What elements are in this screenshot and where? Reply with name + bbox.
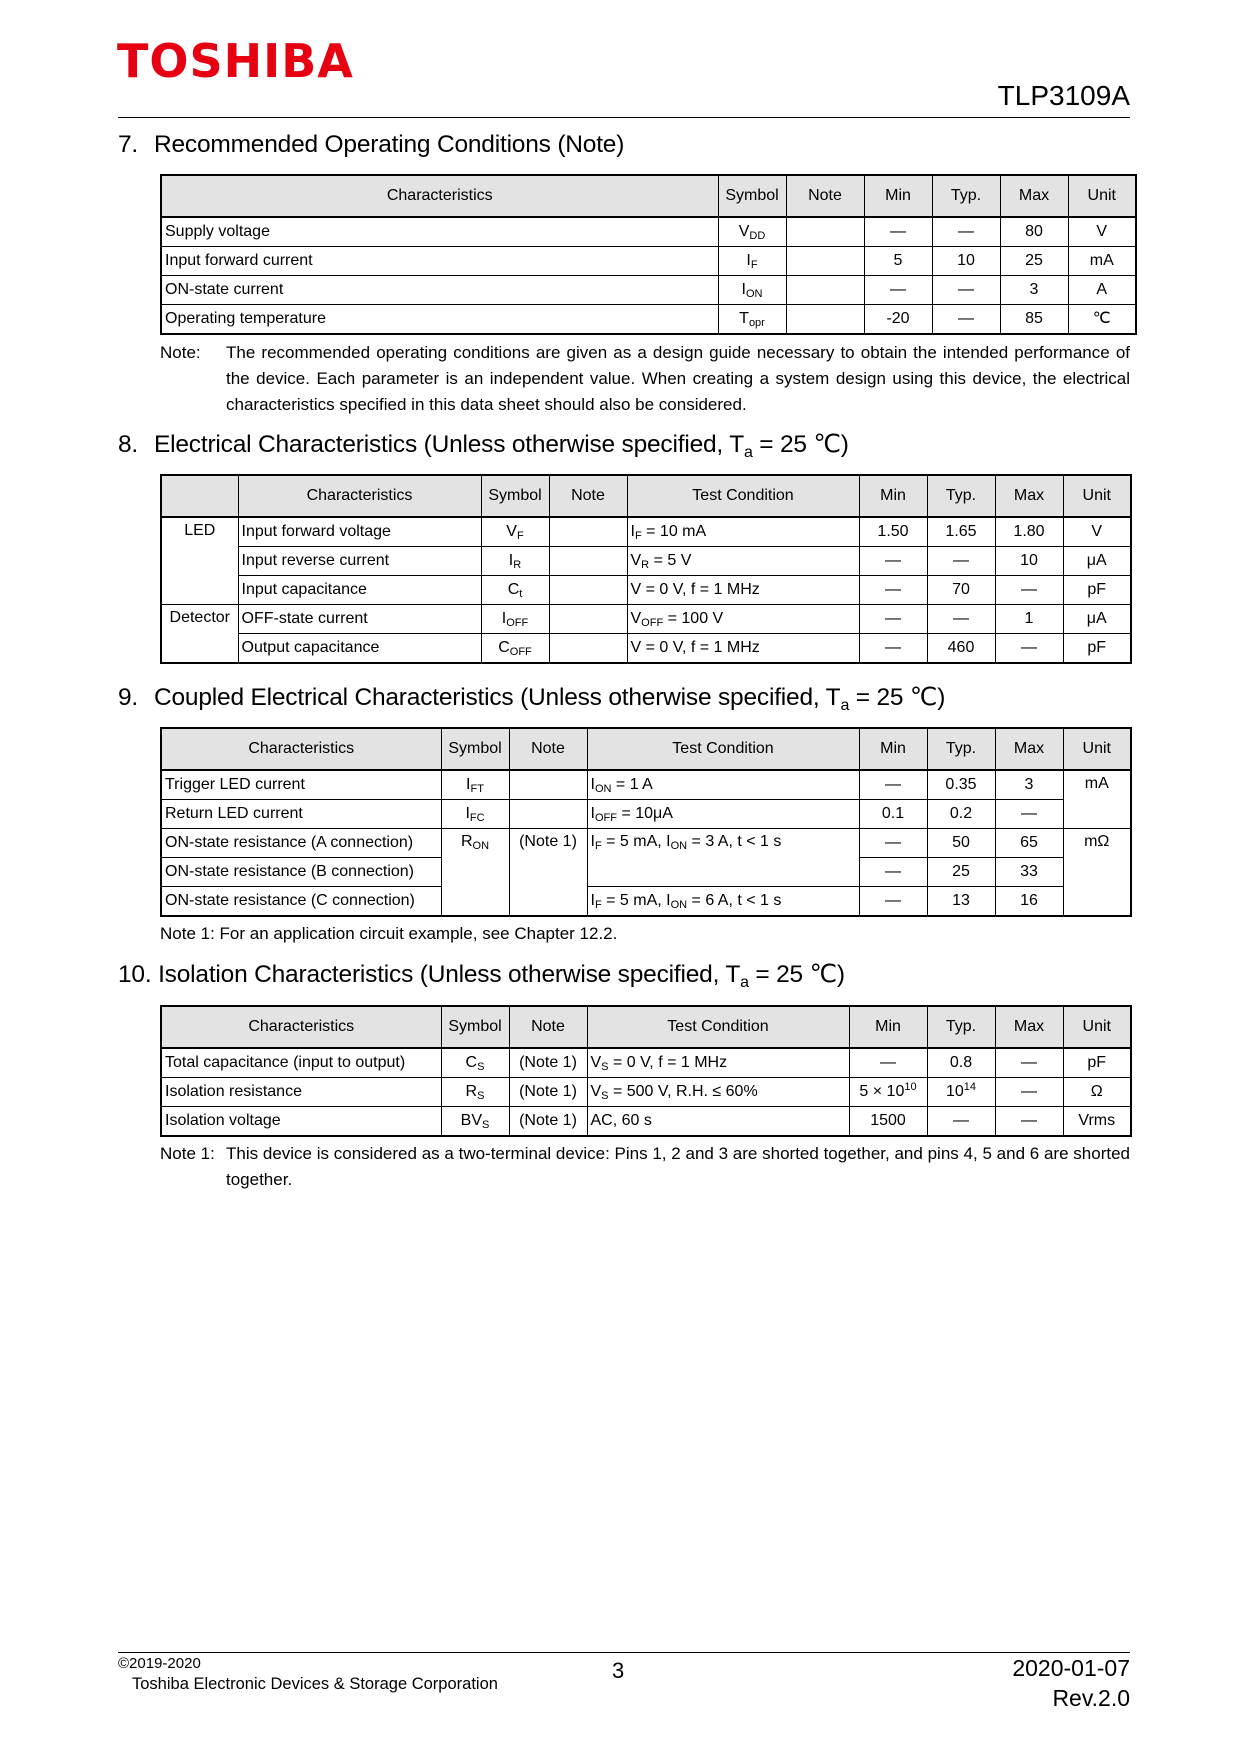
col-header: Symbol xyxy=(481,475,549,517)
condition-cell: $I_{OFF} = 10\mu A$ xyxy=(587,800,859,829)
note-text: The recommended operating conditions are given as a design guide necessary to obtain the intended performance of the device. Each parameter is an independent value. When creating a system design using this device, the electrical characteristics specified in this data sheet should also be considered. xyxy=(226,343,1130,414)
symbol-cell: $V_F$ xyxy=(481,517,549,547)
max-cell: — xyxy=(995,634,1063,664)
table-header-row xyxy=(161,1006,1131,1048)
condition-cell: $I_F = 10$ mA xyxy=(627,517,859,547)
max-cell: — xyxy=(995,1048,1063,1078)
page-number: 3 xyxy=(612,1658,625,1683)
col-header: Note xyxy=(509,728,587,770)
max-cell: 25 xyxy=(1000,247,1068,276)
unit-cell: pF xyxy=(1063,576,1131,605)
footer-rule xyxy=(118,1652,1130,1653)
typ-cell: 10 xyxy=(932,247,1000,276)
symbol-cell: $BV_S$ xyxy=(441,1107,509,1137)
max-cell: 85 xyxy=(1000,305,1068,335)
typ-cell: $10^{14}$ xyxy=(927,1078,995,1107)
unit-cell: μA xyxy=(1063,605,1131,634)
note-cell xyxy=(549,634,627,664)
revision-number: Rev.2.0 xyxy=(1052,1685,1130,1711)
table-row xyxy=(161,576,1131,605)
col-header: Test Condition xyxy=(587,1006,849,1048)
typ-cell: 13 xyxy=(927,887,995,917)
typ-cell: — xyxy=(927,1107,995,1137)
col-header: Note xyxy=(786,175,864,217)
col-header: Min xyxy=(859,728,927,770)
table-header-row xyxy=(161,728,1131,770)
table-row xyxy=(161,217,1136,247)
section-9-title: 9. Coupled Electrical Characteristics (Unless otherwise specified, $T_a = 25$ ℃) xyxy=(118,684,946,714)
typ-cell: 1.65 xyxy=(927,517,995,547)
unit-cell: pF xyxy=(1063,1048,1131,1078)
table-row xyxy=(161,1107,1131,1137)
symbol-cell: $C_t$ xyxy=(481,576,549,605)
revision-date: 2020-01-07 xyxy=(1012,1655,1130,1681)
characteristic-cell: Isolation voltage xyxy=(161,1107,441,1137)
max-cell: 1 xyxy=(995,605,1063,634)
col-header: Note xyxy=(549,475,627,517)
toshiba-logo: TOSHIBA xyxy=(117,34,354,88)
characteristic-cell: Output capacitance xyxy=(238,634,481,664)
characteristic-cell: OFF-state current xyxy=(238,605,481,634)
section-7-title xyxy=(118,130,624,160)
table-row xyxy=(161,605,1131,634)
note-cell xyxy=(786,217,864,247)
col-header: Typ. xyxy=(932,175,1000,217)
note-cell xyxy=(786,276,864,305)
table-row xyxy=(161,1078,1131,1107)
col-header: Unit xyxy=(1068,175,1136,217)
condition-cell: $V_{OFF} = 100$ V xyxy=(627,605,859,634)
group-detector: Detector xyxy=(161,605,238,664)
condition-cell: AC, 60 s xyxy=(587,1107,849,1137)
note-cell xyxy=(509,770,587,800)
section-9-note: Note 1: For an application circuit example, see Chapter 12.2. xyxy=(160,924,618,943)
typ-cell: 0.8 xyxy=(927,1048,995,1078)
col-header: Note xyxy=(509,1006,587,1048)
min-cell: $5 \times 10^{10}$ xyxy=(849,1078,927,1107)
max-cell: 16 xyxy=(995,887,1063,917)
note-cell xyxy=(549,547,627,576)
table-row xyxy=(161,887,1131,917)
max-cell: 1.80 xyxy=(995,517,1063,547)
condition-cell: $V_R = 5$ V xyxy=(627,547,859,576)
col-header: Test Condition xyxy=(587,728,859,770)
col-header: Typ. xyxy=(927,475,995,517)
table-row xyxy=(161,829,1131,858)
note-cell xyxy=(509,800,587,829)
unit-cell: mA xyxy=(1063,770,1131,829)
copyright: ©2019-2020 xyxy=(118,1655,201,1672)
col-header: Characteristics xyxy=(161,1006,441,1048)
typ-cell: 70 xyxy=(927,576,995,605)
min-cell: 5 xyxy=(864,247,932,276)
symbol-cell: $I_{FT}$ xyxy=(441,770,509,800)
unit-cell: Ω xyxy=(1063,1078,1131,1107)
symbol-cell: $I_{OFF}$ xyxy=(481,605,549,634)
min-cell: — xyxy=(859,605,927,634)
characteristic-cell: Supply voltage xyxy=(161,217,718,247)
unit-cell: V xyxy=(1063,517,1131,547)
note-cell: (Note 1) xyxy=(509,1107,587,1137)
max-cell: 3 xyxy=(995,770,1063,800)
condition-cell: $I_F = 5$ mA, $I_{ON} = 3$ A, t < 1 s xyxy=(587,829,859,887)
table-row xyxy=(161,547,1131,576)
typ-cell: 25 xyxy=(927,858,995,887)
note-cell xyxy=(786,247,864,276)
min-cell: — xyxy=(859,770,927,800)
symbol-cell: $I_F$ xyxy=(718,247,786,276)
note-cell: (Note 1) xyxy=(509,1048,587,1078)
table-row xyxy=(161,800,1131,829)
characteristic-cell: ON-state resistance (B connection) xyxy=(161,858,441,887)
table-row xyxy=(161,247,1136,276)
company-name: Toshiba Electronic Devices & Storage Corporation xyxy=(132,1675,498,1693)
typ-cell: — xyxy=(932,217,1000,247)
symbol-cell: $R_{ON}$ xyxy=(441,829,509,917)
typ-cell: — xyxy=(932,276,1000,305)
col-header: Characteristics xyxy=(161,728,441,770)
col-header: Test Condition xyxy=(627,475,859,517)
table-row xyxy=(161,634,1131,664)
section-10-title: 10. Isolation Characteristics (Unless otherwise specified, $T_a = 25$ ℃) xyxy=(118,961,845,991)
condition-cell: $V_S = 500$ V, R.H. ≤ 60% xyxy=(587,1078,849,1107)
col-header-blank xyxy=(161,475,238,517)
min-cell: — xyxy=(864,276,932,305)
min-cell: 1500 xyxy=(849,1107,927,1137)
table-header-row xyxy=(161,475,1131,517)
note-cell: (Note 1) xyxy=(509,829,587,917)
characteristic-cell: Trigger LED current xyxy=(161,770,441,800)
isolation-characteristics-table xyxy=(160,1005,1132,1137)
electrical-characteristics-table xyxy=(160,474,1132,664)
col-header: Unit xyxy=(1063,728,1131,770)
characteristic-cell: Total capacitance (input to output) xyxy=(161,1048,441,1078)
min-cell: — xyxy=(864,217,932,247)
note-label: Note 1: xyxy=(160,1144,215,1163)
max-cell: 3 xyxy=(1000,276,1068,305)
condition-cell: $I_{ON} = 1$ A xyxy=(587,770,859,800)
typ-cell: 0.2 xyxy=(927,800,995,829)
max-cell: 80 xyxy=(1000,217,1068,247)
section-10-note xyxy=(160,1141,1130,1197)
col-header: Max xyxy=(995,475,1063,517)
note-cell xyxy=(549,576,627,605)
symbol-cell: $V_{DD}$ xyxy=(718,217,786,247)
header-rule xyxy=(118,117,1130,118)
note-cell xyxy=(549,517,627,547)
typ-cell: 460 xyxy=(927,634,995,664)
typ-cell: 0.35 xyxy=(927,770,995,800)
recommended-operating-conditions-table xyxy=(160,174,1137,335)
part-number: TLP3109A xyxy=(997,80,1130,111)
note-cell xyxy=(549,605,627,634)
col-header: Typ. xyxy=(927,728,995,770)
group-led: LED xyxy=(161,517,238,605)
col-header: Min xyxy=(859,475,927,517)
characteristic-cell: Input reverse current xyxy=(238,547,481,576)
section-7-note xyxy=(160,340,1130,420)
min-cell: -20 xyxy=(864,305,932,335)
col-header: Max xyxy=(995,1006,1063,1048)
section-8-title: 8. Electrical Characteristics (Unless otherwise specified, $T_a = 25$ ℃) xyxy=(118,431,849,461)
symbol-cell: $C_S$ xyxy=(441,1048,509,1078)
characteristic-cell: Operating temperature xyxy=(161,305,718,335)
characteristic-cell: Input forward current xyxy=(161,247,718,276)
condition-cell: V = 0 V, f = 1 MHz xyxy=(627,634,859,664)
col-header: Symbol xyxy=(441,1006,509,1048)
note-text: This device is considered as a two-terminal device: Pins 1, 2 and 3 are shorted together, and pins 4, 5 and 6 are shorted together. xyxy=(226,1144,1130,1189)
unit-cell: A xyxy=(1068,276,1136,305)
characteristic-cell: ON-state resistance (A connection) xyxy=(161,829,441,858)
symbol-cell: $R_S$ xyxy=(441,1078,509,1107)
table-row xyxy=(161,305,1136,335)
note-label: Note: xyxy=(160,343,201,362)
min-cell: — xyxy=(859,576,927,605)
section-7-number: 7. xyxy=(118,131,139,158)
min-cell: — xyxy=(859,887,927,917)
min-cell: — xyxy=(859,829,927,858)
max-cell: 33 xyxy=(995,858,1063,887)
max-cell: — xyxy=(995,1078,1063,1107)
table-row xyxy=(161,517,1131,547)
unit-cell: pF xyxy=(1063,634,1131,664)
symbol-cell: $I_{FC}$ xyxy=(441,800,509,829)
unit-cell: mA xyxy=(1068,247,1136,276)
col-header: Characteristics xyxy=(161,175,718,217)
col-header: Typ. xyxy=(927,1006,995,1048)
condition-cell: $I_F = 5$ mA, $I_{ON} = 6$ A, t < 1 s xyxy=(587,887,859,917)
symbol-cell: $I_R$ xyxy=(481,547,549,576)
condition-cell: V = 0 V, f = 1 MHz xyxy=(627,576,859,605)
table-row xyxy=(161,770,1131,800)
unit-cell: ℃ xyxy=(1068,305,1136,335)
min-cell: 0.1 xyxy=(859,800,927,829)
table-row xyxy=(161,1048,1131,1078)
col-header: Max xyxy=(995,728,1063,770)
max-cell: 10 xyxy=(995,547,1063,576)
col-header: Symbol xyxy=(441,728,509,770)
characteristic-cell: Return LED current xyxy=(161,800,441,829)
characteristic-cell: ON-state resistance (C connection) xyxy=(161,887,441,917)
unit-cell: mΩ xyxy=(1063,829,1131,917)
min-cell: — xyxy=(859,547,927,576)
col-header: Symbol xyxy=(718,175,786,217)
symbol-cell: $T_{opr}$ xyxy=(718,305,786,335)
min-cell: — xyxy=(859,634,927,664)
note-cell: (Note 1) xyxy=(509,1078,587,1107)
min-cell: — xyxy=(849,1048,927,1078)
unit-cell: V xyxy=(1068,217,1136,247)
unit-cell: Vrms xyxy=(1063,1107,1131,1137)
table-row xyxy=(161,276,1136,305)
typ-cell: — xyxy=(927,605,995,634)
characteristic-cell: ON-state current xyxy=(161,276,718,305)
min-cell: — xyxy=(859,858,927,887)
typ-cell: 50 xyxy=(927,829,995,858)
characteristic-cell: Input forward voltage xyxy=(238,517,481,547)
typ-cell: — xyxy=(932,305,1000,335)
characteristic-cell: Isolation resistance xyxy=(161,1078,441,1107)
table-header-row xyxy=(161,175,1136,217)
unit-cell: μA xyxy=(1063,547,1131,576)
section-7-heading: Recommended Operating Conditions (Note) xyxy=(154,131,625,158)
col-header: Min xyxy=(849,1006,927,1048)
symbol-cell: $I_{ON}$ xyxy=(718,276,786,305)
condition-cell: $V_S = 0$ V, f = 1 MHz xyxy=(587,1048,849,1078)
col-header: Min xyxy=(864,175,932,217)
col-header: Unit xyxy=(1063,475,1131,517)
max-cell: — xyxy=(995,1107,1063,1137)
note-cell xyxy=(786,305,864,335)
coupled-electrical-characteristics-table xyxy=(160,727,1132,917)
symbol-cell: $C_{OFF}$ xyxy=(481,634,549,664)
min-cell: 1.50 xyxy=(859,517,927,547)
col-header: Characteristics xyxy=(238,475,481,517)
max-cell: — xyxy=(995,576,1063,605)
max-cell: — xyxy=(995,800,1063,829)
typ-cell: — xyxy=(927,547,995,576)
max-cell: 65 xyxy=(995,829,1063,858)
col-header: Max xyxy=(1000,175,1068,217)
characteristic-cell: Input capacitance xyxy=(238,576,481,605)
col-header: Unit xyxy=(1063,1006,1131,1048)
